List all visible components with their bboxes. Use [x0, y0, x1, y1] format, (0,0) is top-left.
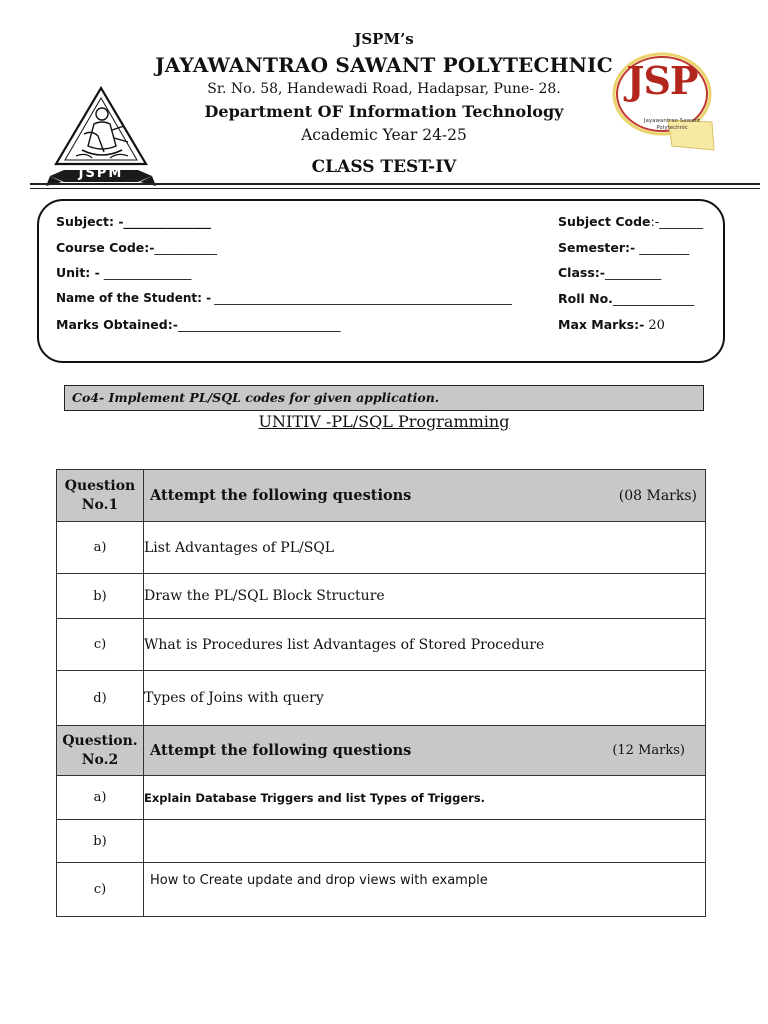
q1d-text: Types of Joins with query [144, 671, 706, 726]
test-title: CLASS TEST-IV [311, 157, 457, 177]
college-address: Sr. No. 58, Handewadi Road, Hadapsar, Pune- 28. [207, 81, 561, 97]
q1b-text: Draw the PL/SQL Block Structure [144, 574, 706, 619]
q2-number-line1: Question. [62, 732, 138, 749]
q2a-text: Explain Database Triggers and list Types of Triggers. [144, 776, 706, 820]
semester-label: Semester:- [558, 240, 636, 255]
max-marks-field [558, 317, 665, 333]
max-marks-label: Max Marks:- [558, 317, 645, 332]
class-blank: _________ [604, 265, 662, 280]
header-divider-thin [30, 188, 760, 189]
q2c-label: c) [57, 863, 144, 917]
question-table [56, 469, 706, 917]
course-code-field [56, 240, 217, 255]
q2-marks: (12 Marks) [612, 743, 685, 758]
q1c-label: c) [57, 619, 144, 671]
q2-header [144, 726, 706, 776]
roll-no-field [558, 291, 694, 306]
table-row [57, 574, 706, 619]
q1b-label: b) [57, 574, 144, 619]
right-logo-caption: Jayawantrao Sawant Polytechnic [643, 118, 701, 131]
semester-blank: ________ [635, 240, 690, 255]
table-row [57, 671, 706, 726]
right-logo-text: JSP [626, 58, 698, 103]
q2b-label: b) [57, 820, 144, 863]
course-code-blank: __________ [154, 240, 217, 255]
roll-no-label: Roll No. [558, 291, 613, 306]
marks-obtained-label: Marks Obtained:- [56, 317, 178, 332]
header-divider-thick [30, 183, 760, 185]
q1-title: Attempt the following questions [150, 487, 412, 504]
subject-code-blank: :-_______ [650, 214, 704, 229]
student-name-blank: _______________________________________________________ [211, 291, 512, 305]
q1c-text: What is Procedures list Advantages of Stored Procedure [144, 619, 706, 671]
student-name-field [56, 291, 511, 305]
academic-year: Academic Year 24-25 [301, 126, 467, 144]
q2-header-row [57, 726, 706, 776]
department-name: Department OF Information Technology [204, 102, 564, 121]
q1a-text: List Advantages of PL/SQL [144, 522, 706, 574]
unit-blank: ______________ [99, 265, 192, 280]
q1-header [144, 470, 706, 522]
q2b-text [144, 820, 706, 863]
student-name-label: Name of the Student: - [56, 291, 212, 305]
q1-number-line2: No.1 [81, 496, 119, 513]
unit-label: Unit: - [56, 265, 100, 280]
table-row [57, 820, 706, 863]
q1-marks: (08 Marks) [618, 487, 697, 504]
table-row [57, 863, 706, 917]
marks-obtained-field [56, 317, 340, 332]
subject-field [56, 214, 211, 229]
max-marks-value: 20 [644, 318, 665, 333]
q1-number [57, 470, 144, 522]
class-field [558, 265, 661, 280]
course-code-label: Course Code:- [56, 240, 155, 255]
course-outcome-box: Co4- Implement PL/SQL codes for given application. [64, 385, 704, 411]
semester-field [558, 240, 689, 255]
unit-field [56, 265, 191, 280]
subject-code-field [558, 214, 703, 229]
table-row [57, 619, 706, 671]
q2c-text: How to Create update and drop views with example [144, 863, 706, 917]
unit-title: UNITIV -PL/SQL Programming [258, 412, 510, 431]
q1a-label: a) [57, 522, 144, 574]
q2-title: Attempt the following questions [150, 742, 412, 759]
q1d-label: d) [57, 671, 144, 726]
subject-code-label: Subject Code [558, 214, 651, 229]
q2-number [57, 726, 144, 776]
roll-no-blank: _____________ [612, 291, 695, 306]
table-row [57, 522, 706, 574]
subject-blank: ______________ [123, 214, 212, 229]
class-label: Class:- [558, 265, 605, 280]
college-name: JAYAWANTRAO SAWANT POLYTECHNIC [155, 53, 613, 77]
marks-obtained-blank: __________________________ [177, 317, 341, 332]
q2-number-line2: No.2 [81, 751, 119, 768]
table-row [57, 776, 706, 820]
q1-header-row [57, 470, 706, 522]
left-logo-text: JSPM [78, 166, 124, 181]
subject-label: Subject: - [56, 214, 124, 229]
q1-number-line1: Question [64, 477, 136, 494]
institution-abbrev: JSPM’s [354, 30, 414, 48]
q2a-label: a) [57, 776, 144, 820]
